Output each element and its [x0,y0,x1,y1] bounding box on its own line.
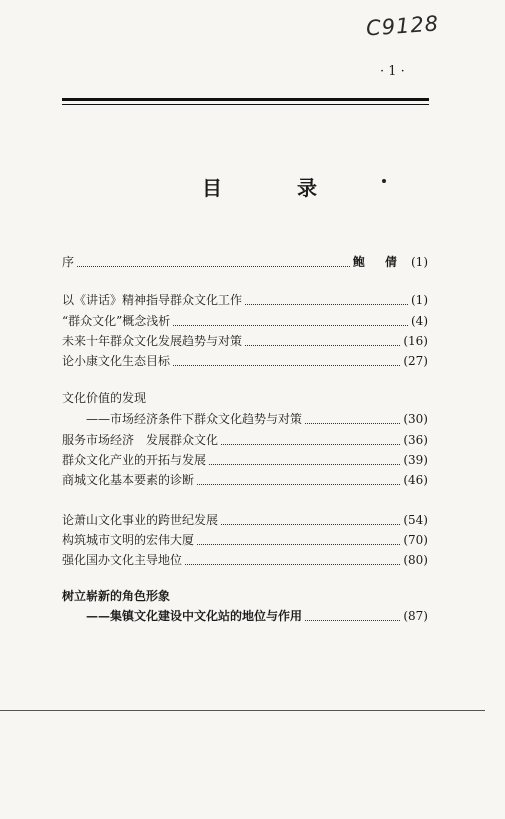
handwritten-catalog-mark: C9128 [365,11,440,41]
bottom-edge-rule [0,710,485,711]
entry-title: 论萧山文化事业的跨世纪发展 [62,513,219,527]
entry-title: 论小康文化生态目标 [62,354,171,368]
entry-page: (39) [403,453,428,467]
dot-leader [197,543,400,545]
entry-title: 强化国办文化主导地位 [62,553,183,567]
entry-title: 服务市场经济 发展群众文化 [62,433,219,447]
header-rule-thick [62,98,429,101]
header-rule-thin [62,104,429,105]
toc-entry[interactable] [62,351,428,371]
dot-leader [245,303,408,305]
dot-leader [77,265,350,267]
dot-leader [245,344,400,346]
entry-page: (4) [411,314,428,328]
toc-entry-heading[interactable]: 树立崭新的角色形象 [62,589,171,603]
toc-entry[interactable] [62,530,428,550]
entry-title: 构筑城市文明的宏伟大厦 [62,533,195,547]
dot-leader [305,422,400,424]
entry-title: “群众文化”概念浅析 [62,314,171,328]
dot-leader [173,364,400,366]
dot-leader [173,324,408,326]
dot-leader [185,563,400,565]
entry-page: (1) [411,255,428,269]
entry-page: (46) [403,473,428,487]
entry-page: (1) [411,293,428,307]
page-number: · 1 · [380,64,405,79]
entry-page: (80) [403,553,428,567]
toc-entry-preface[interactable] [62,252,428,272]
entry-author: 鲍 倩 [352,255,405,269]
entry-title: 群众文化产业的开拓与发展 [62,453,207,467]
entry-page: (16) [403,334,428,348]
entry-title: 序 [62,255,75,269]
dot-leader [209,463,400,465]
toc-entry[interactable] [62,331,428,351]
toc-entry[interactable] [62,311,428,331]
toc-entry-subtitle[interactable] [62,409,428,429]
toc-entry-subtitle[interactable] [62,606,428,626]
entry-title: 商城文化基本要素的诊断 [62,473,195,487]
entry-page: (87) [403,609,428,623]
entry-page: (30) [403,412,428,426]
toc-entry-heading[interactable]: 文化价值的发现 [62,391,147,405]
dot-leader [197,483,400,485]
toc-entry[interactable] [62,430,428,450]
entry-page: (36) [403,433,428,447]
entry-page: (27) [403,354,428,368]
toc-entry[interactable] [62,290,428,310]
dot-leader [305,619,400,621]
entry-title: ——集镇文化建设中文化站的地位与作用 [86,609,303,623]
dot-leader [221,443,400,445]
toc-title: 目 录 [202,176,351,200]
entry-page: (54) [403,513,428,527]
toc-entry[interactable] [62,450,428,470]
entry-title: ——市场经济条件下群众文化趋势与对策 [86,412,303,426]
entry-page: (70) [403,533,428,547]
print-speck [382,179,386,183]
toc-entry[interactable] [62,510,428,530]
entry-title: 未来十年群众文化发展趋势与对策 [62,334,243,348]
toc-entry[interactable] [62,550,428,570]
dot-leader [221,523,400,525]
entry-title: 以《讲话》精神指导群众文化工作 [62,293,243,307]
toc-entry[interactable] [62,470,428,490]
